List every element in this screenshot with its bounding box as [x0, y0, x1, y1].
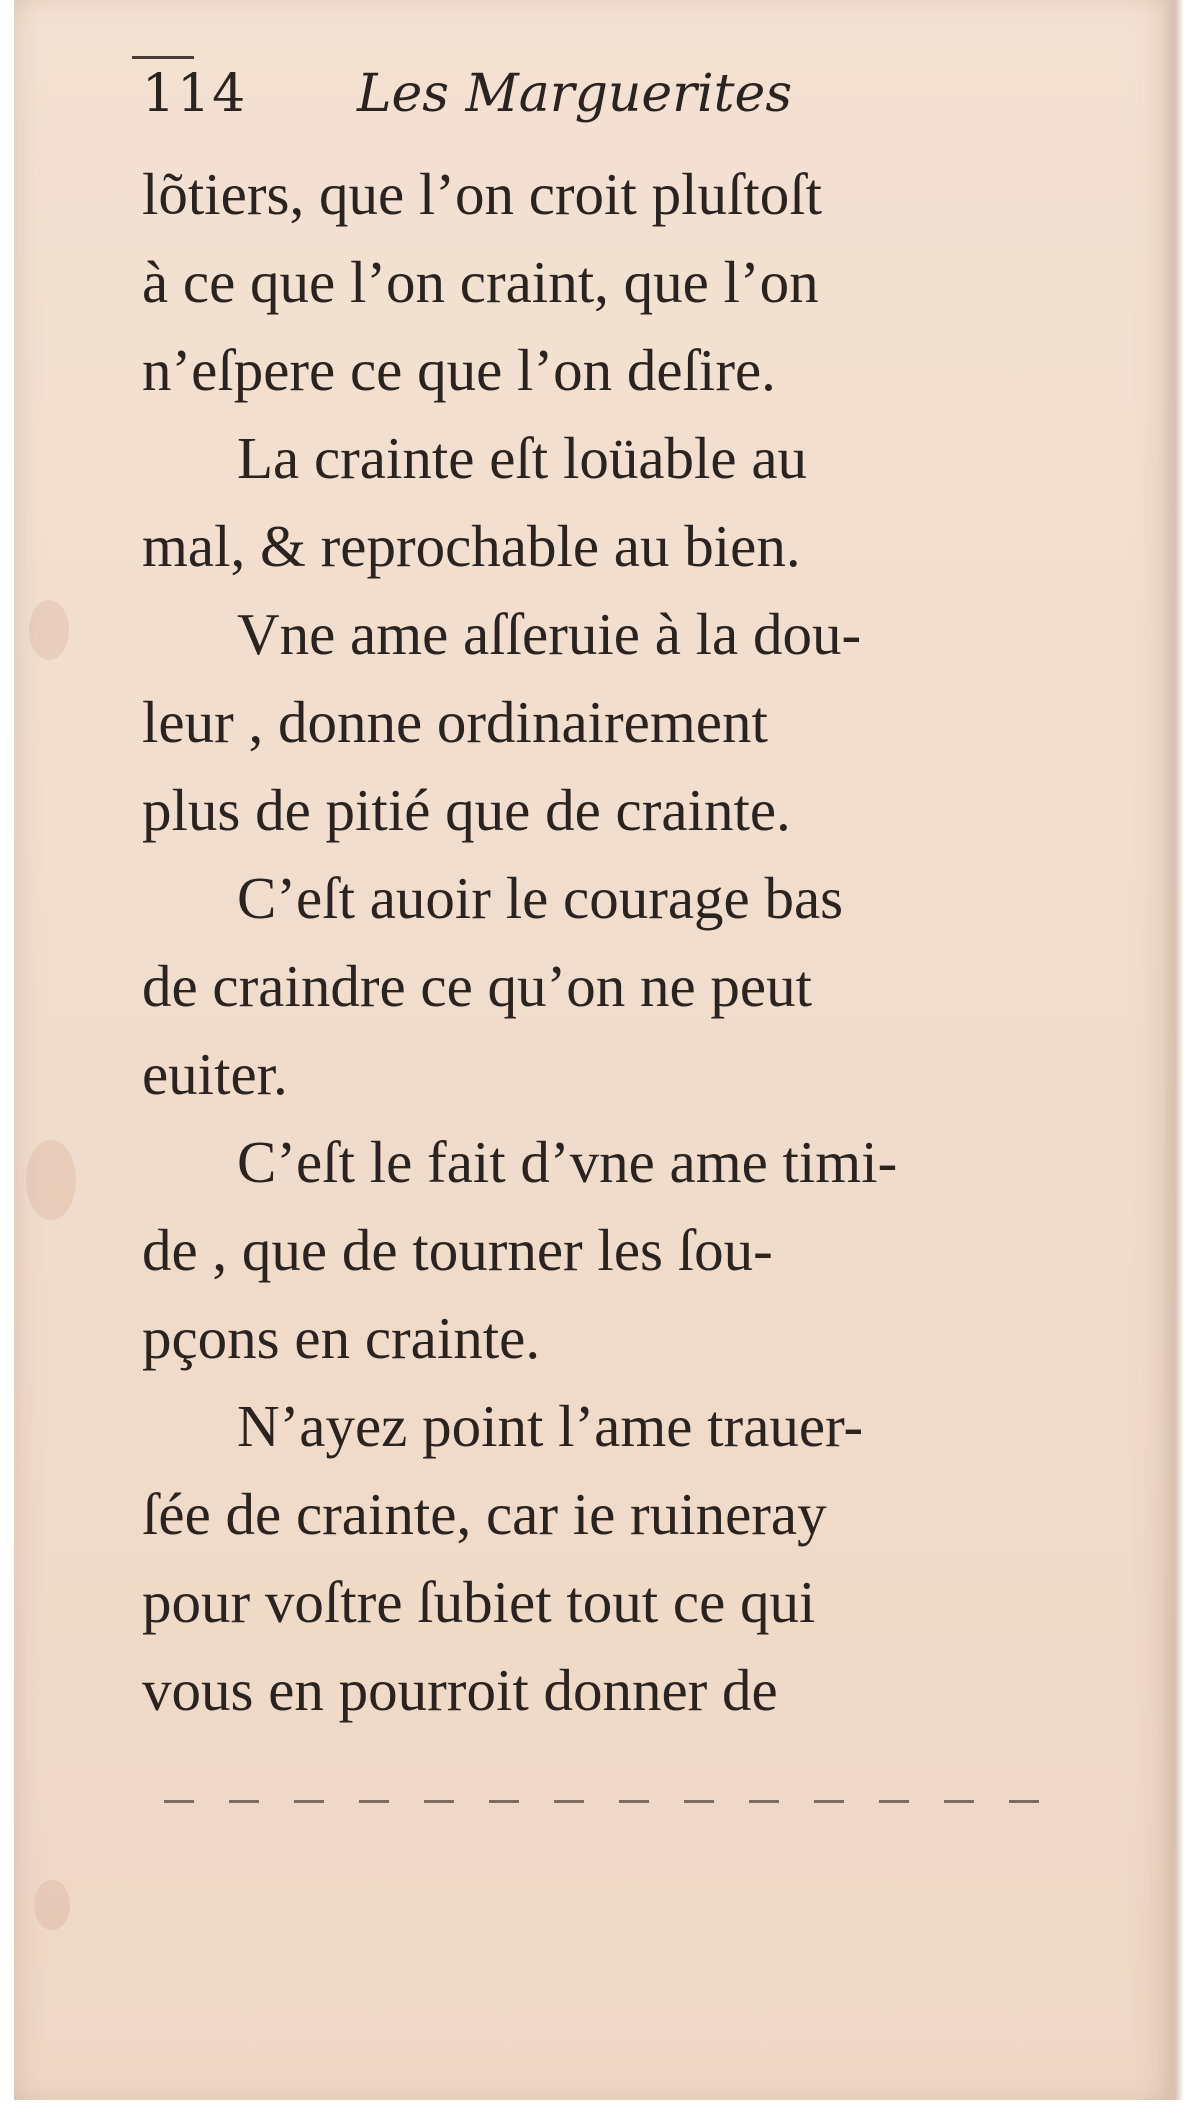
header-rule — [132, 56, 194, 59]
page-number: 114 — [142, 64, 248, 124]
paper-stain — [34, 1880, 70, 1930]
text-line: plus de pitié que de crainte. — [142, 777, 791, 843]
text-line: ſée de crainte, car ie ruineray — [142, 1481, 827, 1547]
bottom-rule — [164, 1800, 1054, 1803]
text-line: Vne ame aſſeruie à la dou- — [237, 601, 862, 667]
text-line: euiter. — [142, 1041, 288, 1107]
page-edge — [1162, 0, 1184, 2100]
text-line: C’eſt le fait d’vne ame timi- — [237, 1129, 898, 1195]
text-line: leur , donne ordinairement — [142, 689, 768, 755]
text-line: lõtiers, que l’on croit pluſtoſt — [142, 161, 823, 227]
body-text — [142, 150, 1062, 1734]
book-page — [14, 0, 1184, 2100]
paper-stain — [29, 600, 69, 660]
page-header — [142, 62, 1042, 142]
text-line: mal, & reprochable au bien. — [142, 513, 801, 579]
text-line: de , que de tourner les ſou- — [142, 1217, 773, 1283]
text-line: pçons en crainte. — [142, 1305, 541, 1371]
text-line: de craindre ce qu’on ne peut — [142, 953, 812, 1019]
text-line: n’eſpere ce que l’on deſire. — [142, 337, 776, 403]
text-line: à ce que l’on craint, que l’on — [142, 249, 819, 315]
text-line: pour voſtre ſubiet tout ce qui — [142, 1569, 816, 1635]
text-line: C’eſt auoir le courage bas — [237, 865, 844, 931]
text-line: La crainte eſt loüable au — [237, 425, 808, 491]
running-head: Les Marguerites — [357, 64, 793, 124]
text-line: vous en pourroit donner de — [142, 1657, 778, 1723]
paper-stain — [26, 1140, 76, 1220]
text-line: N’ayez point l’ame trauer- — [237, 1393, 864, 1459]
